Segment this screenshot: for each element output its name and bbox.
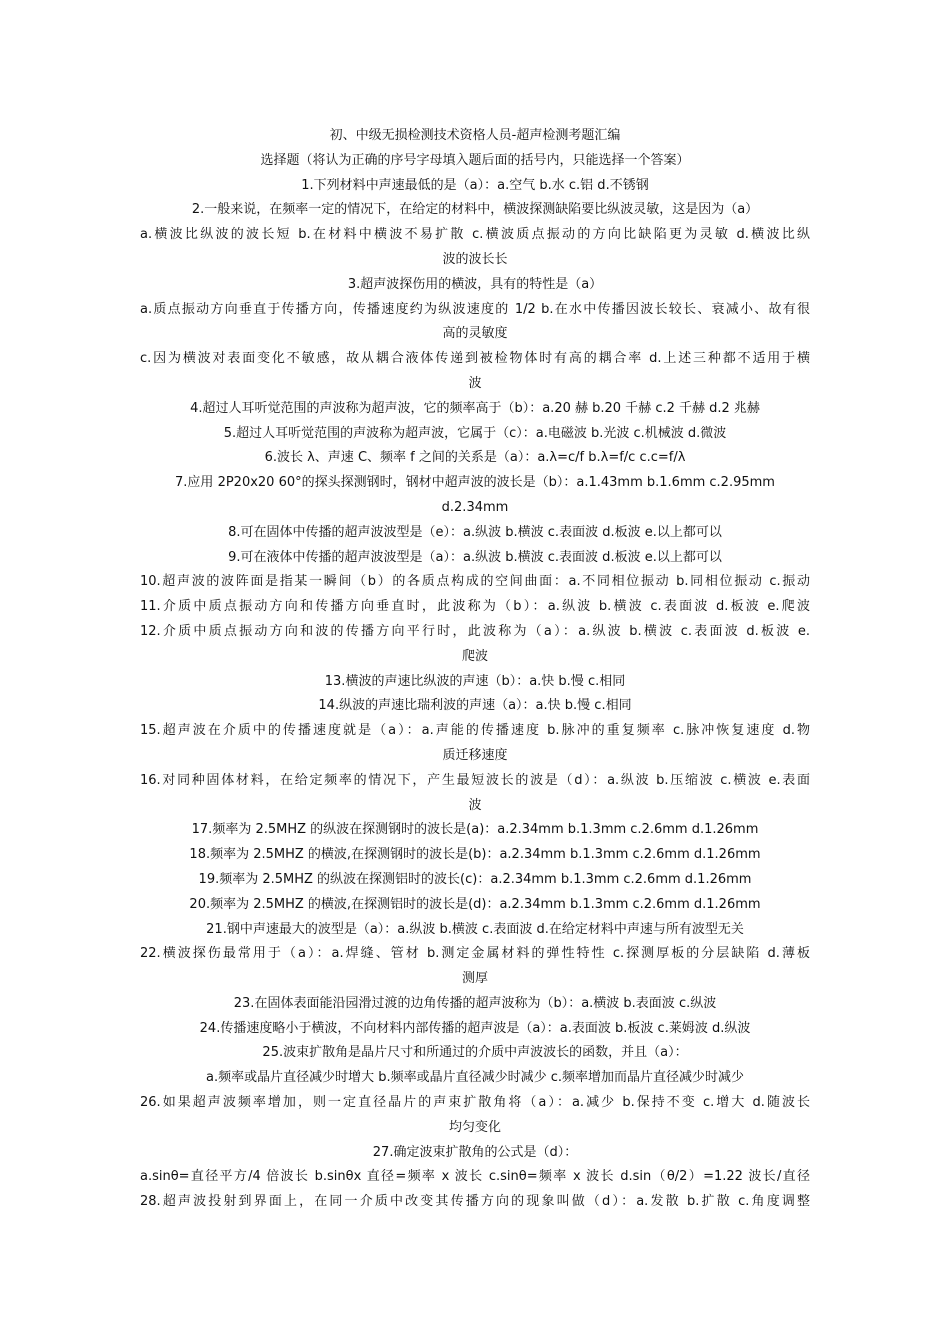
text-line: 选择题（将认为正确的序号字母填入题后面的括号内，只能选择一个答案）	[260, 152, 690, 168]
text-line: d.2.34mm	[441, 499, 509, 515]
text-line: 26.如果超声波频率增加，则一定直径晶片的声束扩散角将（a）：a.减少 b.保持不变 c.增大 d.随波长	[140, 1095, 810, 1111]
text-line: 7.应用 2P20x20 60°的探头探测钢时，钢材中超声波的波长是（b）：a.1.43mm b.1.6mm c.2.95mm	[175, 475, 775, 491]
text-line: 13.横波的声速比纵波的声速（b）：a.快 b.慢 c.相同	[324, 673, 626, 689]
text-line: 9.可在液体中传播的超声波波型是（a）：a.纵波 b.横波 c.表面波 d.板波 e.以上都可以	[228, 549, 722, 565]
text-line: 21.钢中声速最大的波型是（a）：a.纵波 b.横波 c.表面波 d.在给定材料中声速与所有波型无关	[206, 921, 744, 937]
text-line: 1.下列材料中声速最低的是（a）：a.空气 b.水 c.铝 d.不锈钢	[301, 177, 649, 193]
text-line: 27.确定波束扩散角的公式是（d）：	[372, 1144, 578, 1160]
text-line: 2.一般来说，在频率一定的情况下，在给定的材料中，横波探测缺陷要比纵波灵敏，这是因为（a）	[191, 202, 759, 218]
text-line: a.sinθ=直径平方/4 倍波长 b.sinθx 直径=频率 x 波长 c.sinθ=频率 x 波长 d.sin（θ/2）=1.22 波长/直径	[140, 1169, 810, 1185]
text-line: 爬波	[461, 648, 488, 664]
text-line: 23.在固体表面能沿园滑过渡的边角传播的超声波称为（b）：a.横波 b.表面波 c.纵波	[233, 995, 717, 1011]
text-line: 16.对同种固体材料，在给定频率的情况下，产生最短波长的波是（d）：a.纵波 b.压缩波 c.横波 e.表面	[140, 772, 810, 788]
text-line: 20.频率为 2.5MHZ 的横波,在探测铝时的波长是(d)：a.2.34mm b.1.3mm c.2.6mm d.1.26mm	[189, 896, 761, 912]
text-line: 4.超过人耳听觉范围的声波称为超声波，它的频率高于（b）：a.20 赫 b.20 千赫 c.2 千赫 d.2 兆赫	[190, 400, 760, 416]
text-line: 波的波长长	[442, 251, 508, 267]
text-line: 5.超过人耳听觉范围的声波称为超声波，它属于（c）：a.电磁波 b.光波 c.机械波 d.微波	[223, 425, 727, 441]
text-line: 均匀变化	[448, 1119, 501, 1135]
text-line: a.横波比纵波的波长短 b.在材料中横波不易扩散 c.横波质点振动的方向比缺陷更为灵敏 d.横波比纵	[140, 227, 810, 243]
text-line: 初、中级无损检测技术资格人员-超声检测考题汇编	[329, 128, 621, 143]
text-line: 6.波长 λ、声速 C、频率 f 之间的关系是（a）：a.λ=c/f b.λ=f/c c.c=f/λ	[264, 450, 686, 466]
text-line: 22.横波探伤最常用于（a）：a.焊缝、管材 b.测定金属材料的弹性特性 c.探测厚板的分层缺陷 d.薄板	[140, 946, 810, 962]
text-line: 10.超声波的波阵面是指某一瞬间（b）的各质点构成的空间曲面：a.不同相位振动 b.同相位振动 c.振动	[140, 574, 810, 590]
text-line: 15.超声波在介质中的传播速度就是（a）：a.声能的传播速度 b.脉冲的重复频率 c.脉冲恢复速度 d.物	[140, 723, 810, 739]
text-line: 3.超声波探伤用的横波，具有的特性是（a）	[347, 276, 603, 292]
text-line: 28.超声波投射到界面上，在同一介质中改变其传播方向的现象叫做（d）：a.发散 b.扩散 c.角度调整	[140, 1194, 810, 1210]
text-line: 11.介质中质点振动方向和传播方向垂直时，此波称为（b）：a.纵波 b.横波 c.表面波 d.板波 e.爬波	[140, 599, 810, 615]
text-line: 波	[468, 375, 482, 391]
text-line: 测厚	[461, 971, 488, 987]
text-line: 12.介质中质点振动方向和波的传播方向平行时，此波称为（a）：a.纵波 b.横波 c.表面波 d.板波 e.	[140, 623, 810, 639]
text-line: c.因为横波对表面变化不敏感，故从耦合液体传递到被检物体时有高的耦合率 d.上述三种都不适用于横	[140, 351, 810, 367]
text-line: a.频率或晶片直径减少时增大 b.频率或晶片直径减少时减少 c.频率增加而晶片直径减少时减少	[205, 1070, 745, 1086]
text-line: 19.频率为 2.5MHZ 的纵波在探测铝时的波长(c)：a.2.34mm b.1.3mm c.2.6mm d.1.26mm	[198, 871, 752, 887]
text-line: 8.可在固体中传播的超声波波型是（e）：a.纵波 b.横波 c.表面波 d.板波 e.以上都可以	[228, 524, 722, 540]
text-line: 25.波束扩散角是晶片尺寸和所通过的介质中声波波长的函数，并且（a）：	[262, 1045, 688, 1061]
text-line: 高的灵敏度	[442, 326, 508, 342]
text-line: 14.纵波的声速比瑞利波的声速（a）：a.快 b.慢 c.相同	[318, 698, 632, 714]
text-line: 17.频率为 2.5MHZ 的纵波在探测钢时的波长是(a)：a.2.34mm b.1.3mm c.2.6mm d.1.26mm	[191, 822, 759, 838]
text-line: 质迁移速度	[442, 747, 508, 763]
text-line: 18.频率为 2.5MHZ 的横波,在探测钢时的波长是(b)：a.2.34mm b.1.3mm c.2.6mm d.1.26mm	[189, 847, 761, 863]
text-line: 波	[468, 797, 482, 813]
document-page	[140, 124, 810, 1215]
text-line: 24.传播速度略小于横波，不向材料内部传播的超声波是（a）：a.表面波 b.板波 c.莱姆波 d.纵波	[199, 1020, 751, 1036]
text-line: a.质点振动方向垂直于传播方向，传播速度约为纵波速度的 1/2 b.在水中传播因波长较长、衰减小、故有很	[140, 301, 810, 317]
